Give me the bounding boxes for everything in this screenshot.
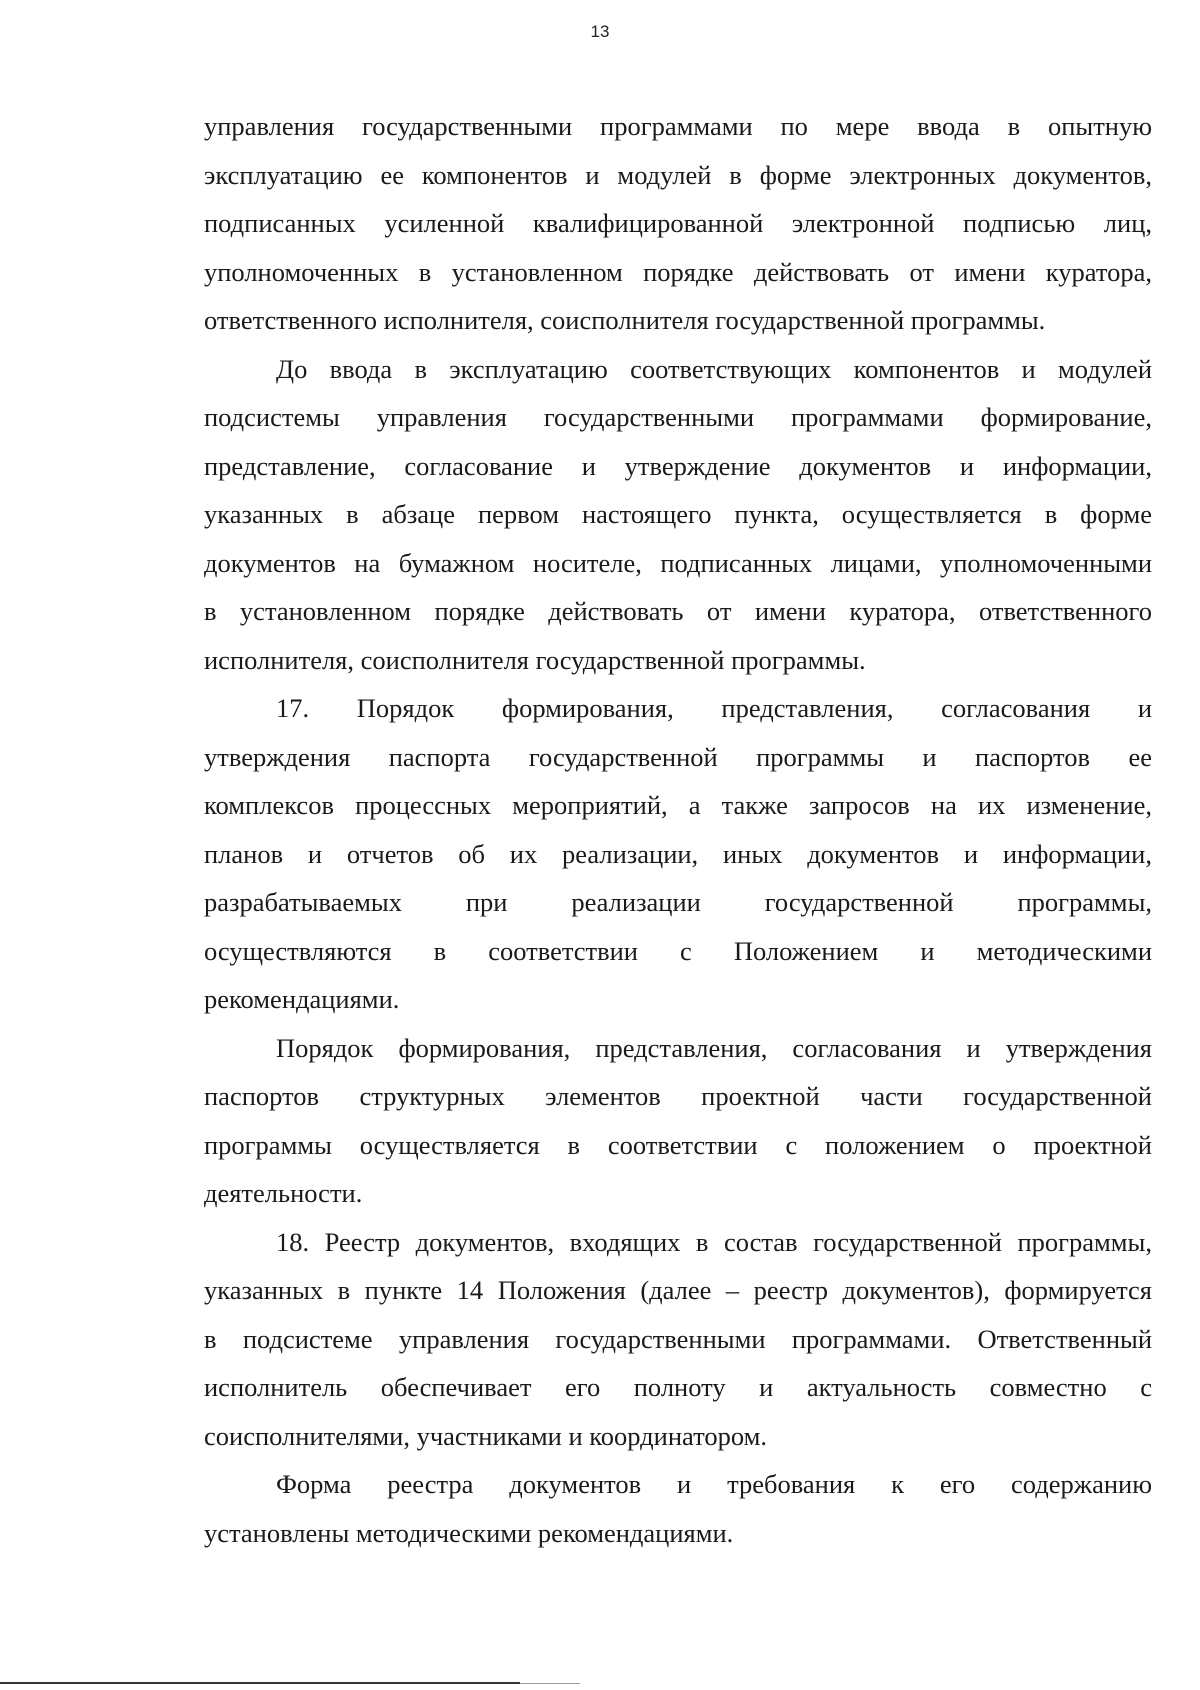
text-line: в установленном порядке действовать от имени куратора, ответственного: [204, 596, 1152, 626]
text-line: подсистемы управления государственными программами формирование,: [204, 402, 1152, 432]
text-line: ответственного исполнителя, соисполнителя государственной программы.: [204, 305, 1046, 335]
text-line: исполнитель обеспечивает его полноту и актуальность совместно с: [204, 1372, 1152, 1402]
text-line: документов на бумажном носителе, подписанных лицами, уполномоченными: [204, 547, 1152, 578]
text-line: утверждения паспорта государственной программы и паспортов ее: [204, 741, 1152, 772]
page-number: 13: [590, 22, 610, 41]
text-line: 17. Порядок формирования, представления, согласования и: [276, 693, 1152, 723]
text-line: указанных в пункте 14 Положения (далее – реестр документов), формируется: [204, 1275, 1152, 1305]
text-line: Порядок формирования, представления, согласования и утверждения: [276, 1032, 1152, 1063]
text-line: подписанных усиленной квалифицированной электронной подписью лиц,: [204, 208, 1152, 238]
text-line: планов и отчетов об их реализации, иных документов и информации,: [204, 838, 1152, 869]
text-line: 18. Реестр документов, входящих в состав государственной программы,: [276, 1226, 1152, 1257]
text-line: комплексов процессных мероприятий, а также запросов на их изменение,: [204, 790, 1152, 820]
footer-rule-faint: [520, 1683, 580, 1684]
paragraph: [204, 345, 1152, 685]
paragraph: [204, 1460, 1152, 1557]
text-line: эксплуатацию ее компонентов и модулей в форме электронных документов,: [204, 159, 1152, 190]
text-line: осуществляются в соответствии с Положением и методическими: [204, 935, 1152, 966]
paragraph: [204, 1024, 1152, 1218]
text-line: исполнителя, соисполнителя государственной программы.: [204, 644, 866, 675]
text-line: разрабатываемых при реализации государственной программы,: [204, 887, 1152, 917]
paragraph: [204, 102, 1152, 345]
text-line: уполномоченных в установленном порядке действовать от имени куратора,: [204, 256, 1152, 287]
paragraph: [204, 684, 1152, 1024]
text-line: рекомендациями.: [204, 984, 400, 1014]
text-line: паспортов структурных элементов проектной части государственной: [204, 1081, 1152, 1111]
text-line: программы осуществляется в соответствии с положением о проектной: [204, 1129, 1152, 1160]
text-line: деятельности.: [204, 1178, 363, 1208]
paragraph: [204, 1218, 1152, 1461]
document-body: [204, 102, 1152, 1557]
footer-rule: [0, 1682, 520, 1684]
text-line: Форма реестра документов и требования к его содержанию: [276, 1469, 1152, 1499]
text-line: До ввода в эксплуатацию соответствующих компонентов и модулей: [276, 353, 1152, 384]
text-line: представление, согласование и утверждение документов и информации,: [204, 450, 1152, 481]
text-line: управления государственными программами по мере ввода в опытную: [204, 111, 1152, 141]
text-line: указанных в абзаце первом настоящего пункта, осуществляется в форме: [204, 499, 1152, 529]
text-line: в подсистеме управления государственными программами. Ответственный: [204, 1323, 1152, 1354]
text-line: установлены методическими рекомендациями.: [204, 1517, 734, 1548]
text-line: соисполнителями, участниками и координатором.: [204, 1420, 767, 1451]
